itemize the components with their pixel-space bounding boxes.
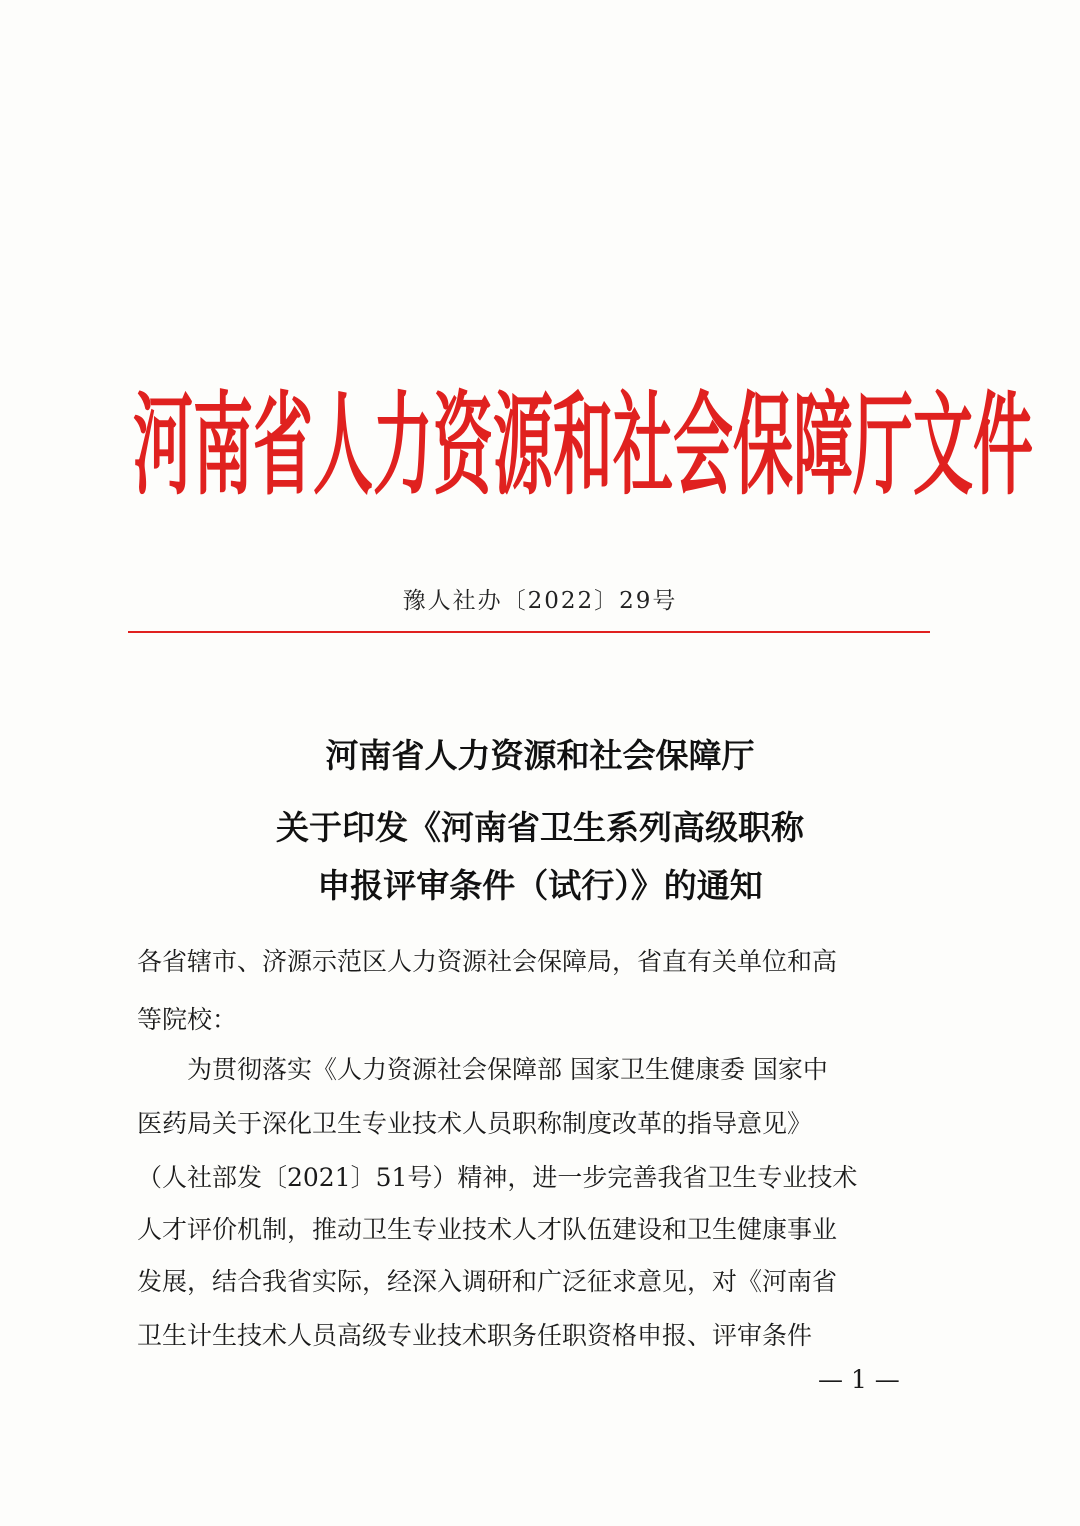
title-line-1: 河南省人力资源和社会保障厅: [325, 736, 755, 775]
title-line-2: 关于印发《河南省卫生系列高级职称: [276, 808, 804, 847]
paragraph-line-4: 人才评价机制，推动卫生专业技术人才队伍建设和卫生健康事业: [137, 1215, 838, 1244]
page-number: — 1 —: [818, 1365, 900, 1394]
title-line-3: 申报评审条件（试行）》的通知: [317, 866, 763, 905]
paragraph-line-6: 卫生计生技术人员高级专业技术职务任职资格申报、评审条件: [137, 1321, 813, 1350]
paragraph-line-5: 发展，结合我省实际，经深入调研和广泛征求意见，对《河南省: [137, 1267, 838, 1296]
red-divider: [128, 631, 930, 633]
addressee-line-1: 各省辖市、济源示范区人力资源社会保障局，省直有关单位和高: [137, 947, 838, 976]
paragraph-line-3: （人社部发〔2021〕51号）精神，进一步完善我省卫生专业技术: [137, 1163, 858, 1192]
masthead-text: 河南省人力资源和社会保障厅文件: [133, 381, 1033, 511]
paragraph-line-2: 医药局关于深化卫生专业技术人员职称制度改革的指导意见》: [137, 1109, 813, 1138]
addressee-line-2: 等院校：: [137, 1005, 238, 1034]
masthead: [133, 356, 1033, 511]
paragraph-line-1: 为贯彻落实《人力资源社会保障部 国家卫生健康委 国家中: [187, 1055, 828, 1084]
document-number: 豫人社办〔2022〕29号: [402, 588, 678, 614]
